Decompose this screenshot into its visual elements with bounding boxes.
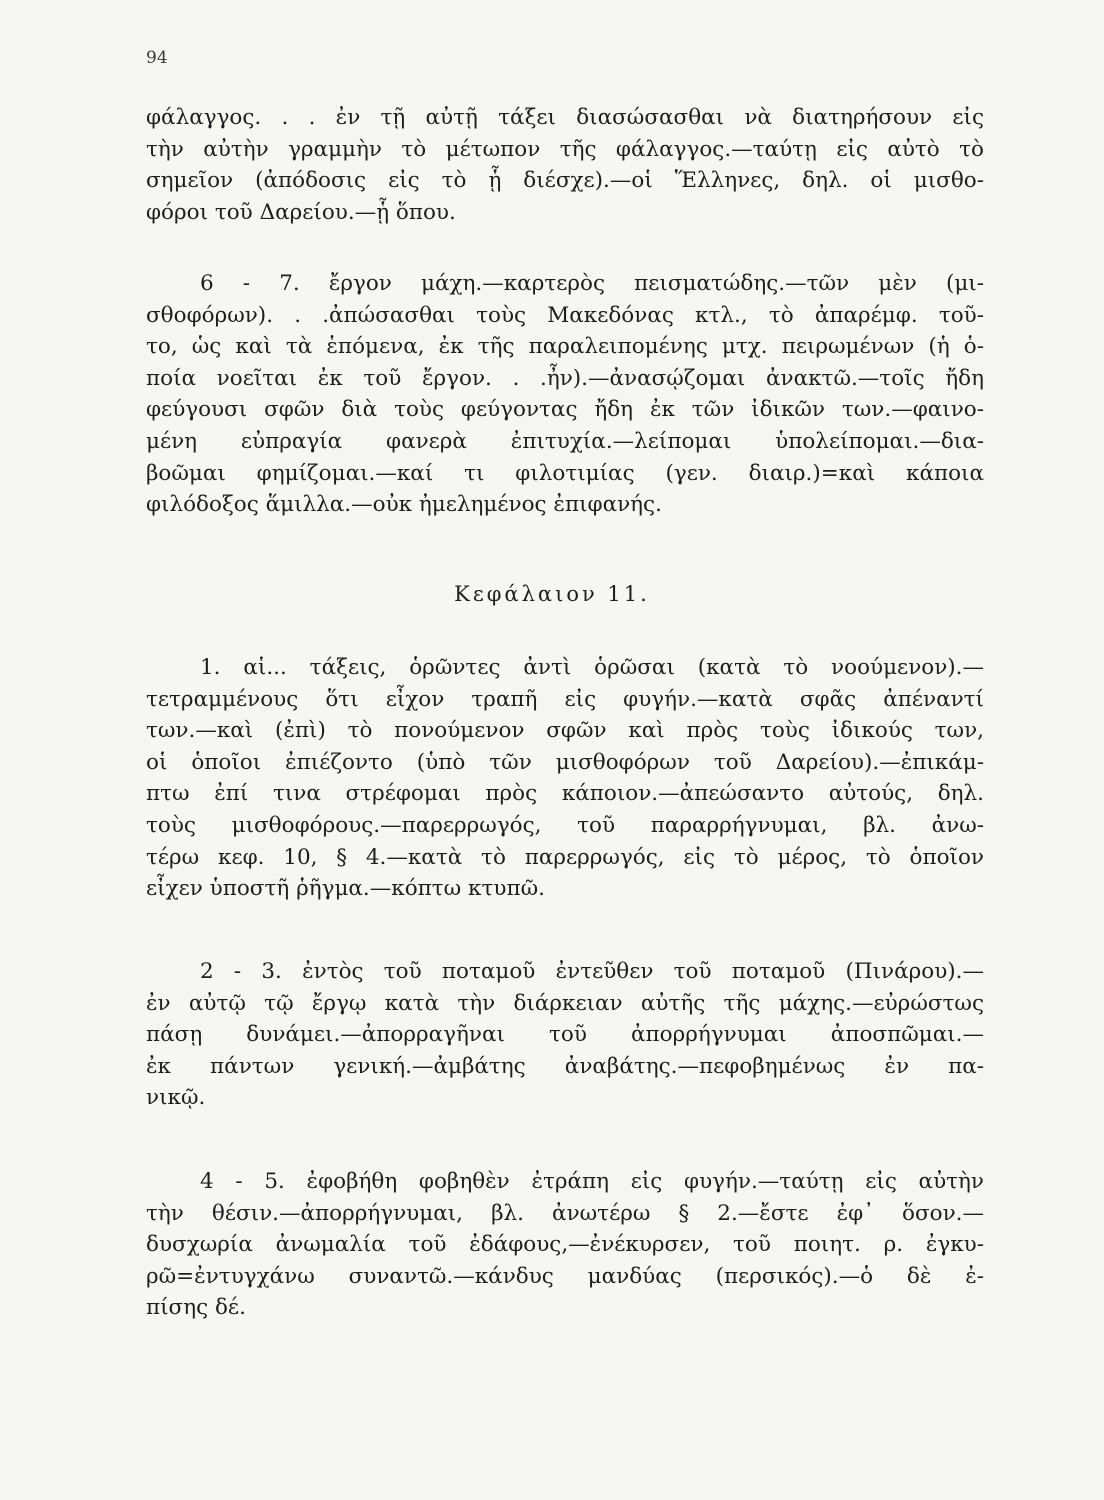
text-line: φιλόδοξος ἅμιλλα.—οὐκ ἠμελημένος ἐπιφανής. bbox=[146, 492, 662, 518]
text-line: των.—καὶ (ἐπὶ) τὸ πονούμενον σφῶν καὶ πρὸς τοὺς ἰδικούς των, bbox=[146, 718, 984, 744]
text-line: εἶχεν ὑποστῆ ῥῆγμα.—κόπτω κτυπῶ. bbox=[146, 876, 545, 902]
text-line: ποία νοεῖται ἐκ τοῦ ἔργον. . .ἦν).—ἀνασῴζομαι ἀνακτῶ.—τοῖς ἤδη bbox=[146, 365, 984, 391]
text-line: τὴν αὐτὴν γραμμὴν τὸ μέτωπον τῆς φάλαγγος.—ταύτῃ εἰς αὐτὸ τὸ bbox=[146, 136, 984, 162]
text-line: φεύγουσι σφῶν διὰ τοὺς φεύγοντας ἤδη ἐκ τῶν ἰδικῶν των.—φαινο- bbox=[146, 397, 984, 423]
paragraph-3 bbox=[146, 652, 984, 905]
paragraph-5 bbox=[146, 1166, 984, 1324]
text-line: βοῶμαι φημίζομαι.—καί τι φιλοτιμίας (γεν. διαιρ.)=καὶ κάποια bbox=[146, 460, 984, 486]
text-line: ἐκ πάντων γενική.—ἀμβάτης ἀναβάτης.—πεφοβημένως ἐν πα- bbox=[146, 1053, 984, 1079]
text-line: δυσχωρία ἀνωμαλία τοῦ ἐδάφους,—ἐνέκυρσεν, τοῦ ποιητ. ρ. ἐγκυ- bbox=[146, 1232, 984, 1258]
chapter-heading: Κεφάλαιον 11. bbox=[454, 582, 650, 606]
paragraph-1 bbox=[146, 102, 984, 228]
text-line: φάλαγγος. . . ἐν τῇ αὐτῇ τάξει διασώσασθαι νὰ διατηρήσουν εἰς bbox=[146, 105, 984, 130]
text-line: τοὺς μισθοφόρους.—παρερρωγός, τοῦ παραρρήγνυμαι, βλ. ἀνω- bbox=[146, 812, 984, 838]
text-line: μένη εὐπραγία φανερὰ ἐπιτυχία.—λείπομαι ὑπολείπομαι.—δια- bbox=[146, 428, 984, 454]
text-line: 4 - 5. ἐφοβήθη φοβηθὲν ἐτράπη εἰς φυγήν.—ταύτῃ εἰς αὐτὴν bbox=[200, 1169, 984, 1194]
text-line: το, ὡς καὶ τὰ ἑπόμενα, ἐκ τῆς παραλειπομένης μτχ. πειρωμένων (ἡ ὁ- bbox=[146, 334, 984, 360]
text-line: πίσης δέ. bbox=[146, 1295, 246, 1321]
page-number: 94 bbox=[146, 48, 168, 68]
text-line: τετραμμένους ὅτι εἶχον τραπῆ εἰς φυγήν.—κατὰ σφᾶς ἀπέναντί bbox=[146, 686, 984, 712]
paragraph-4 bbox=[146, 956, 984, 1114]
paragraph-2 bbox=[146, 268, 984, 521]
text-line: 2 - 3. ἐντὸς τοῦ ποταμοῦ ἐντεῦθεν τοῦ ποταμοῦ (Πινάρου).— bbox=[200, 959, 984, 984]
text-line: 1. αἱ... τάξεις, ὁρῶντες ἀντὶ ὁρῶσαι (κατὰ τὸ νοούμενον).— bbox=[200, 655, 984, 680]
text-line: ἐν αὐτῷ τῷ ἔργῳ κατὰ τὴν διάρκειαν αὐτῆς τῆς μάχης.—εὐρώστως bbox=[146, 990, 984, 1016]
text-line: φόροι τοῦ Δαρείου.—ᾗ ὅπου. bbox=[146, 199, 456, 225]
text-line: ρῶ=ἐντυγχάνω συναντῶ.—κάνδυς μανδύας (περσικός).—ὁ δὲ ἐ- bbox=[146, 1263, 984, 1289]
text-line: πάσῃ δυνάμει.—ἀπορραγῆναι τοῦ ἀπορρήγνυμαι ἀποσπῶμαι.— bbox=[146, 1022, 984, 1048]
text-line: 6 - 7. ἔργον μάχη.—καρτερὸς πεισματώδης.—τῶν μὲν (μι- bbox=[200, 271, 984, 296]
text-line: πτω ἐπί τινα στρέφομαι πρὸς κάποιον.—ἀπεώσαντο αὐτούς, δηλ. bbox=[146, 781, 984, 807]
text-line: τέρω κεφ. 10, § 4.—κατὰ τὸ παρερρωγός, εἰς τὸ μέρος, τὸ ὁποῖον bbox=[146, 844, 984, 870]
text-line: σθοφόρων). . .ἀπώσασθαι τοὺς Μακεδόνας κτλ., τὸ ἀπαρέμφ. τοῦ- bbox=[146, 302, 984, 328]
text-line: νικῷ. bbox=[146, 1085, 206, 1111]
text-line: τὴν θέσιν.—ἀπορρήγνυμαι, βλ. ἀνωτέρω § 2.—ἔστε ἐφ᾽ ὅσον.— bbox=[146, 1200, 984, 1226]
text-line: οἱ ὁποῖοι ἐπιέζοντο (ὑπὸ τῶν μισθοφόρων τοῦ Δαρείου).—ἐπικάμ- bbox=[146, 749, 984, 775]
text-line: σημεῖον (ἀπόδοσις εἰς τὸ ᾗ διέσχε).—οἱ Ἕλληνες, δηλ. οἱ μισθο- bbox=[146, 168, 984, 194]
